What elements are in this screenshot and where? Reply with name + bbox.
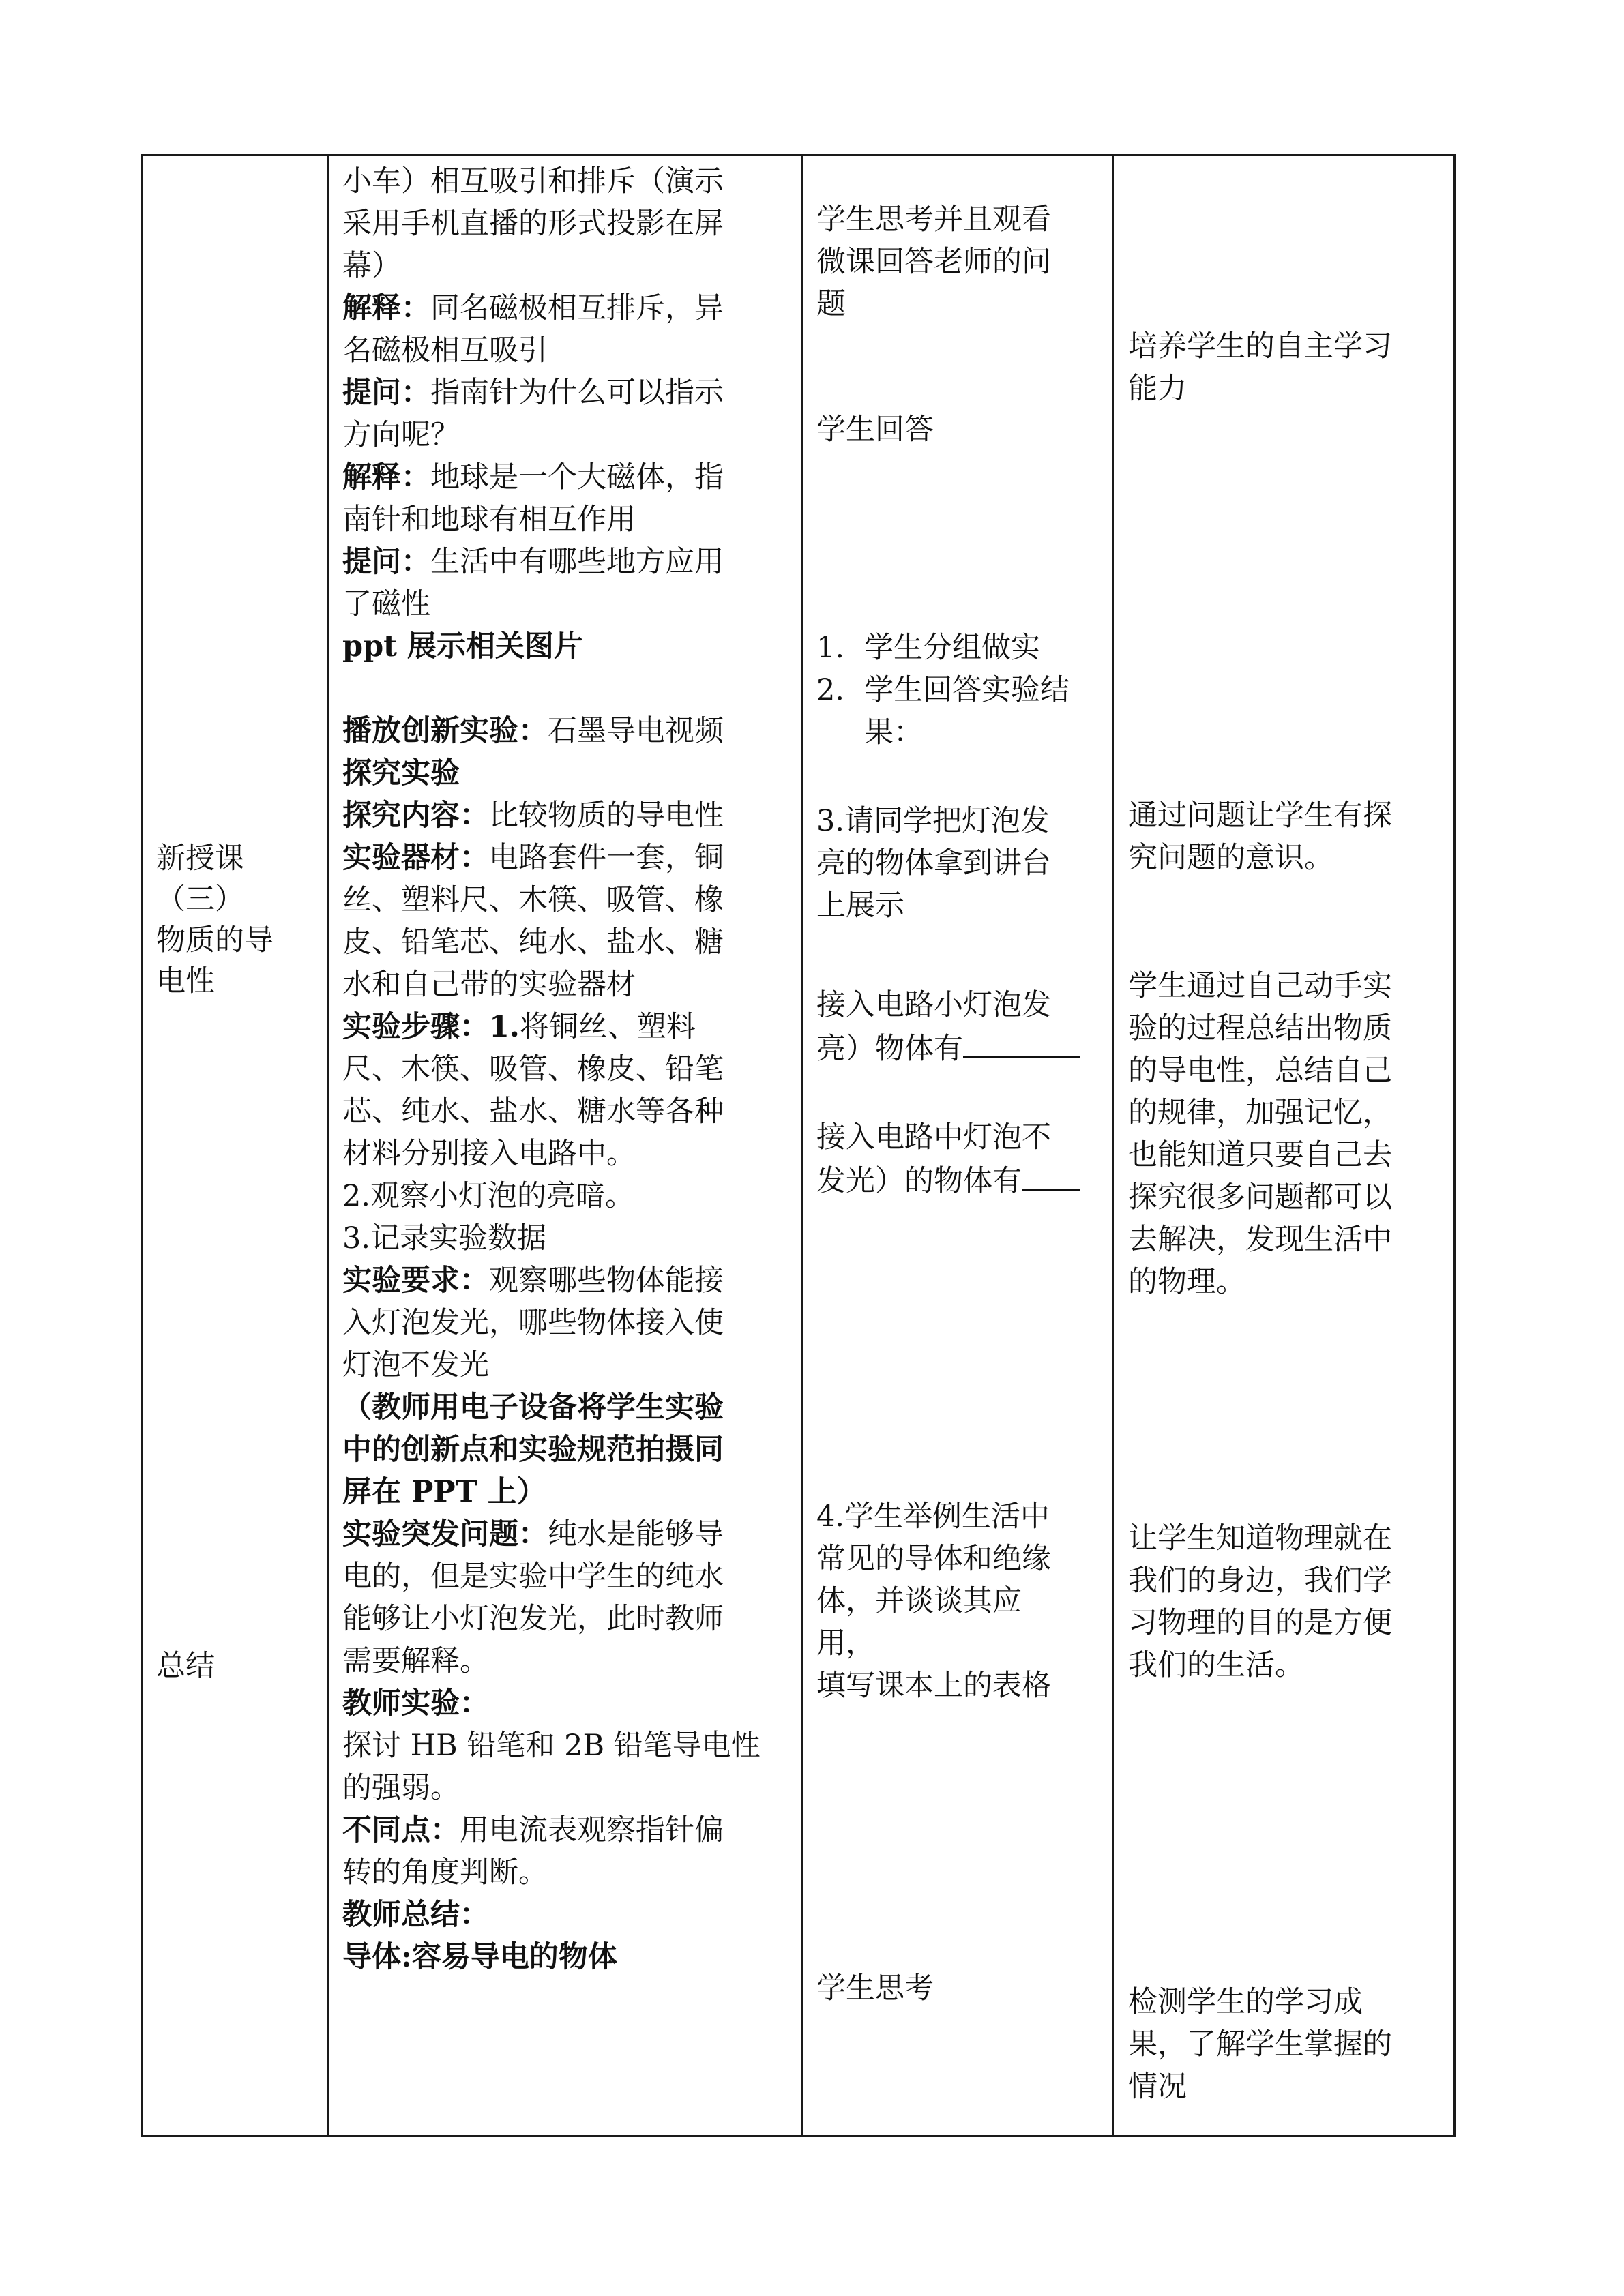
stage-section-1 xyxy=(156,838,320,1002)
student-answer xyxy=(816,408,1103,451)
text-line: 亮的物体拿到讲台 xyxy=(816,846,1051,880)
text-line: 探讨 HB 铅笔和 2B 铅笔导电性 xyxy=(342,1729,761,1763)
lesson-plan-table xyxy=(141,154,1456,2137)
text-line: 学生分组做实 xyxy=(864,631,1040,665)
student-think xyxy=(816,198,1103,325)
text-line: 地球是一个大磁体，指 xyxy=(430,460,724,494)
text-line: 培养学生的自主学习 xyxy=(1128,329,1392,363)
goal-1 xyxy=(1128,325,1449,410)
stage-column xyxy=(156,156,320,2135)
text-line: 亮）物体有 xyxy=(816,1032,963,1066)
text-line xyxy=(342,710,793,752)
text-line: 常见的导体和绝缘 xyxy=(816,1542,1051,1576)
text-line: 发光）的物体有 xyxy=(816,1164,1022,1198)
answer-blank[interactable] xyxy=(963,1026,1080,1058)
text-line: 比较物质的导电性 xyxy=(489,799,724,833)
connect-bright xyxy=(816,984,1103,1070)
goal-2 xyxy=(1128,794,1449,879)
text-line: 小车）相互吸引和排斥（演示 xyxy=(342,164,724,198)
text-line: 上展示 xyxy=(816,889,904,923)
design-intent-column xyxy=(1128,156,1449,2135)
text-line: 3.记录实验数据 xyxy=(342,1221,547,1255)
text-line: 果，了解学生掌握的 xyxy=(1128,2027,1392,2061)
text-line: 解释： xyxy=(342,460,430,494)
text-line: 观察哪些物体能接 xyxy=(489,1264,724,1298)
column-divider xyxy=(801,156,803,2135)
goal-5 xyxy=(1128,1981,1449,2108)
text-line: 了磁性 xyxy=(342,587,430,621)
text-line: 指南针为什么可以指示 xyxy=(430,376,724,410)
text-line: 学生回答实验结 xyxy=(864,673,1069,707)
text-line: 的物理。 xyxy=(1128,1265,1245,1299)
text-line: ppt 展示相关图片 xyxy=(342,629,583,664)
text-line: 验的过程总结出物质 xyxy=(1128,1011,1392,1045)
text-line: 1. xyxy=(489,1010,520,1044)
text-line: 尺、木筷、吸管、橡皮、铅笔 xyxy=(342,1052,724,1086)
text-line: 学生思考并且观看 xyxy=(816,203,1051,237)
text-line: 4.学生举例生活中 xyxy=(816,1500,1050,1534)
text-line: 用电流表观察指针偏 xyxy=(460,1813,724,1847)
text-line: 教师总结： xyxy=(342,1898,489,1932)
text-line: 检测学生的学习成 xyxy=(1128,1985,1363,2019)
text-line: 1. xyxy=(816,631,845,665)
text-line xyxy=(816,627,1103,669)
text-line: 中的创新点和实验规范拍摄同 xyxy=(342,1433,724,1467)
text-line: 去解决，发现生活中 xyxy=(1128,1223,1392,1257)
text-line: 通过问题让学生有探 xyxy=(1128,799,1392,833)
teacher-activity-content xyxy=(342,160,793,1978)
text-line: 能力 xyxy=(1128,372,1187,406)
goal-3 xyxy=(1128,965,1449,1303)
text-line xyxy=(816,1159,1103,1202)
text-line: 果： xyxy=(864,715,923,749)
text-line: 微课回答老师的问 xyxy=(816,245,1051,279)
text-line: 提问： xyxy=(342,545,430,579)
text-line: 电路套件一套，铜 xyxy=(489,841,724,875)
answer-blank[interactable] xyxy=(1022,1159,1080,1191)
column-divider xyxy=(1112,156,1114,2135)
text-line: 实验要求： xyxy=(342,1264,489,1298)
text-line: 的规律，加强记忆， xyxy=(1128,1096,1392,1130)
text-line: 学生通过自己动手实 xyxy=(1128,969,1392,1003)
text-line: 能够让小灯泡发光，此时教师 xyxy=(342,1602,724,1636)
text-line: 新授课 xyxy=(156,841,244,876)
text-line xyxy=(342,287,793,329)
text-line: 2. xyxy=(816,673,845,707)
text-line: 电的，但是实验中学生的纯水 xyxy=(342,1560,724,1594)
text-line: 方向呢？ xyxy=(342,418,460,452)
text-line: 实验器材： xyxy=(342,841,489,875)
text-line xyxy=(342,1006,793,1048)
text-line: 总结 xyxy=(156,1649,215,1683)
text-line xyxy=(342,1513,793,1555)
text-line: 播放创新实验： xyxy=(342,714,548,748)
text-line: 采用手机直播的形式投影在屏 xyxy=(342,207,724,241)
text-line: 电性 xyxy=(156,964,215,998)
text-line: 转的角度判断。 xyxy=(342,1855,548,1890)
text-line xyxy=(342,456,793,498)
text-line: 实验步骤： xyxy=(342,1010,489,1044)
student-activity-column xyxy=(816,156,1103,2135)
text-line xyxy=(342,837,793,879)
text-line: 屏在 PPT 上） xyxy=(342,1475,546,1509)
text-line: （教师用电子设备将学生实验 xyxy=(342,1390,724,1425)
text-line: 皮、铅笔芯、纯水、盐水、糖 xyxy=(342,925,724,959)
student-list xyxy=(816,627,1103,754)
text-line: 接入电路中灯泡不 xyxy=(816,1120,1051,1154)
text-line: 导体:容易导电的物体 xyxy=(342,1940,617,1974)
text-line: 习物理的目的是方便 xyxy=(1128,1606,1392,1640)
text-line: 丝、塑料尺、木筷、吸管、橡 xyxy=(342,883,724,917)
student-item-3 xyxy=(816,800,1103,927)
text-line: 物质的导 xyxy=(156,923,274,957)
text-line: 体，并谈谈其应 xyxy=(816,1584,1022,1618)
text-line: 3.请同学把灯泡发 xyxy=(816,804,1050,838)
text-line: 提问： xyxy=(342,376,430,410)
text-line xyxy=(342,372,793,414)
teacher-activity-column xyxy=(342,156,793,2135)
text-line: 接入电路小灯泡发 xyxy=(816,988,1051,1022)
text-line: 用， xyxy=(816,1626,875,1660)
text-line: 芯、纯水、盐水、糖水等各种 xyxy=(342,1094,724,1129)
text-line: 究问题的意识。 xyxy=(1128,841,1333,875)
text-line: 2.观察小灯泡的亮暗。 xyxy=(342,1179,635,1213)
text-line: 的导电性，总结自己 xyxy=(1128,1054,1392,1088)
text-line: 同名磁极相互排斥，异 xyxy=(430,291,724,325)
column-divider xyxy=(327,156,329,2135)
text-line: 名磁极相互吸引 xyxy=(342,333,548,368)
text-line: 实验突发问题： xyxy=(342,1517,548,1551)
text-line: 情况 xyxy=(1128,2070,1187,2104)
text-line: 探究实验 xyxy=(342,756,460,790)
text-line: 不同点： xyxy=(342,1813,460,1847)
text-line: 材料分别接入电路中。 xyxy=(342,1137,636,1171)
text-line: 题 xyxy=(816,287,846,321)
stage-section-2 xyxy=(156,1645,320,1687)
text-line: 我们的生活。 xyxy=(1128,1648,1304,1682)
text-line: 南针和地球有相互作用 xyxy=(342,503,636,537)
text-line: 填写课本上的表格 xyxy=(816,1669,1051,1703)
text-line: 幕） xyxy=(342,249,401,283)
text-line: 教师实验： xyxy=(342,1686,489,1720)
connect-dark xyxy=(816,1116,1103,1202)
text-line: 学生回答 xyxy=(816,413,934,447)
text-line xyxy=(816,1026,1103,1070)
text-line xyxy=(342,794,793,837)
text-line: 让学生知道物理就在 xyxy=(1128,1521,1392,1555)
text-line: 也能知道只要自己去 xyxy=(1128,1138,1392,1172)
text-line: 我们的身边，我们学 xyxy=(1128,1564,1392,1598)
text-line xyxy=(342,1809,793,1851)
text-line: 解释： xyxy=(342,291,430,325)
text-line xyxy=(342,668,793,710)
text-line: 生活中有哪些地方应用 xyxy=(430,545,724,579)
student-think-2 xyxy=(816,1967,1103,2010)
text-line: 纯水是能够导 xyxy=(548,1517,724,1551)
text-line: 学生思考 xyxy=(816,1971,934,2006)
text-line xyxy=(816,669,1103,711)
text-line: 灯泡不发光 xyxy=(342,1348,489,1382)
text-line: 的强弱。 xyxy=(342,1771,460,1805)
student-item-4 xyxy=(816,1495,1103,1707)
text-line xyxy=(342,541,793,583)
text-line: 需要解释。 xyxy=(342,1644,489,1678)
text-line: 将铜丝、塑料 xyxy=(519,1010,696,1044)
text-line: （三） xyxy=(156,882,244,916)
text-line: 探究内容： xyxy=(342,799,489,833)
text-line: 石墨导电视频 xyxy=(548,714,724,748)
text-line: 入灯泡发光，哪些物体接入使 xyxy=(342,1306,724,1340)
text-line xyxy=(342,1259,793,1302)
goal-4 xyxy=(1128,1517,1449,1686)
text-line: 探究很多问题都可以 xyxy=(1128,1180,1392,1214)
text-line: 水和自己带的实验器材 xyxy=(342,968,636,1002)
